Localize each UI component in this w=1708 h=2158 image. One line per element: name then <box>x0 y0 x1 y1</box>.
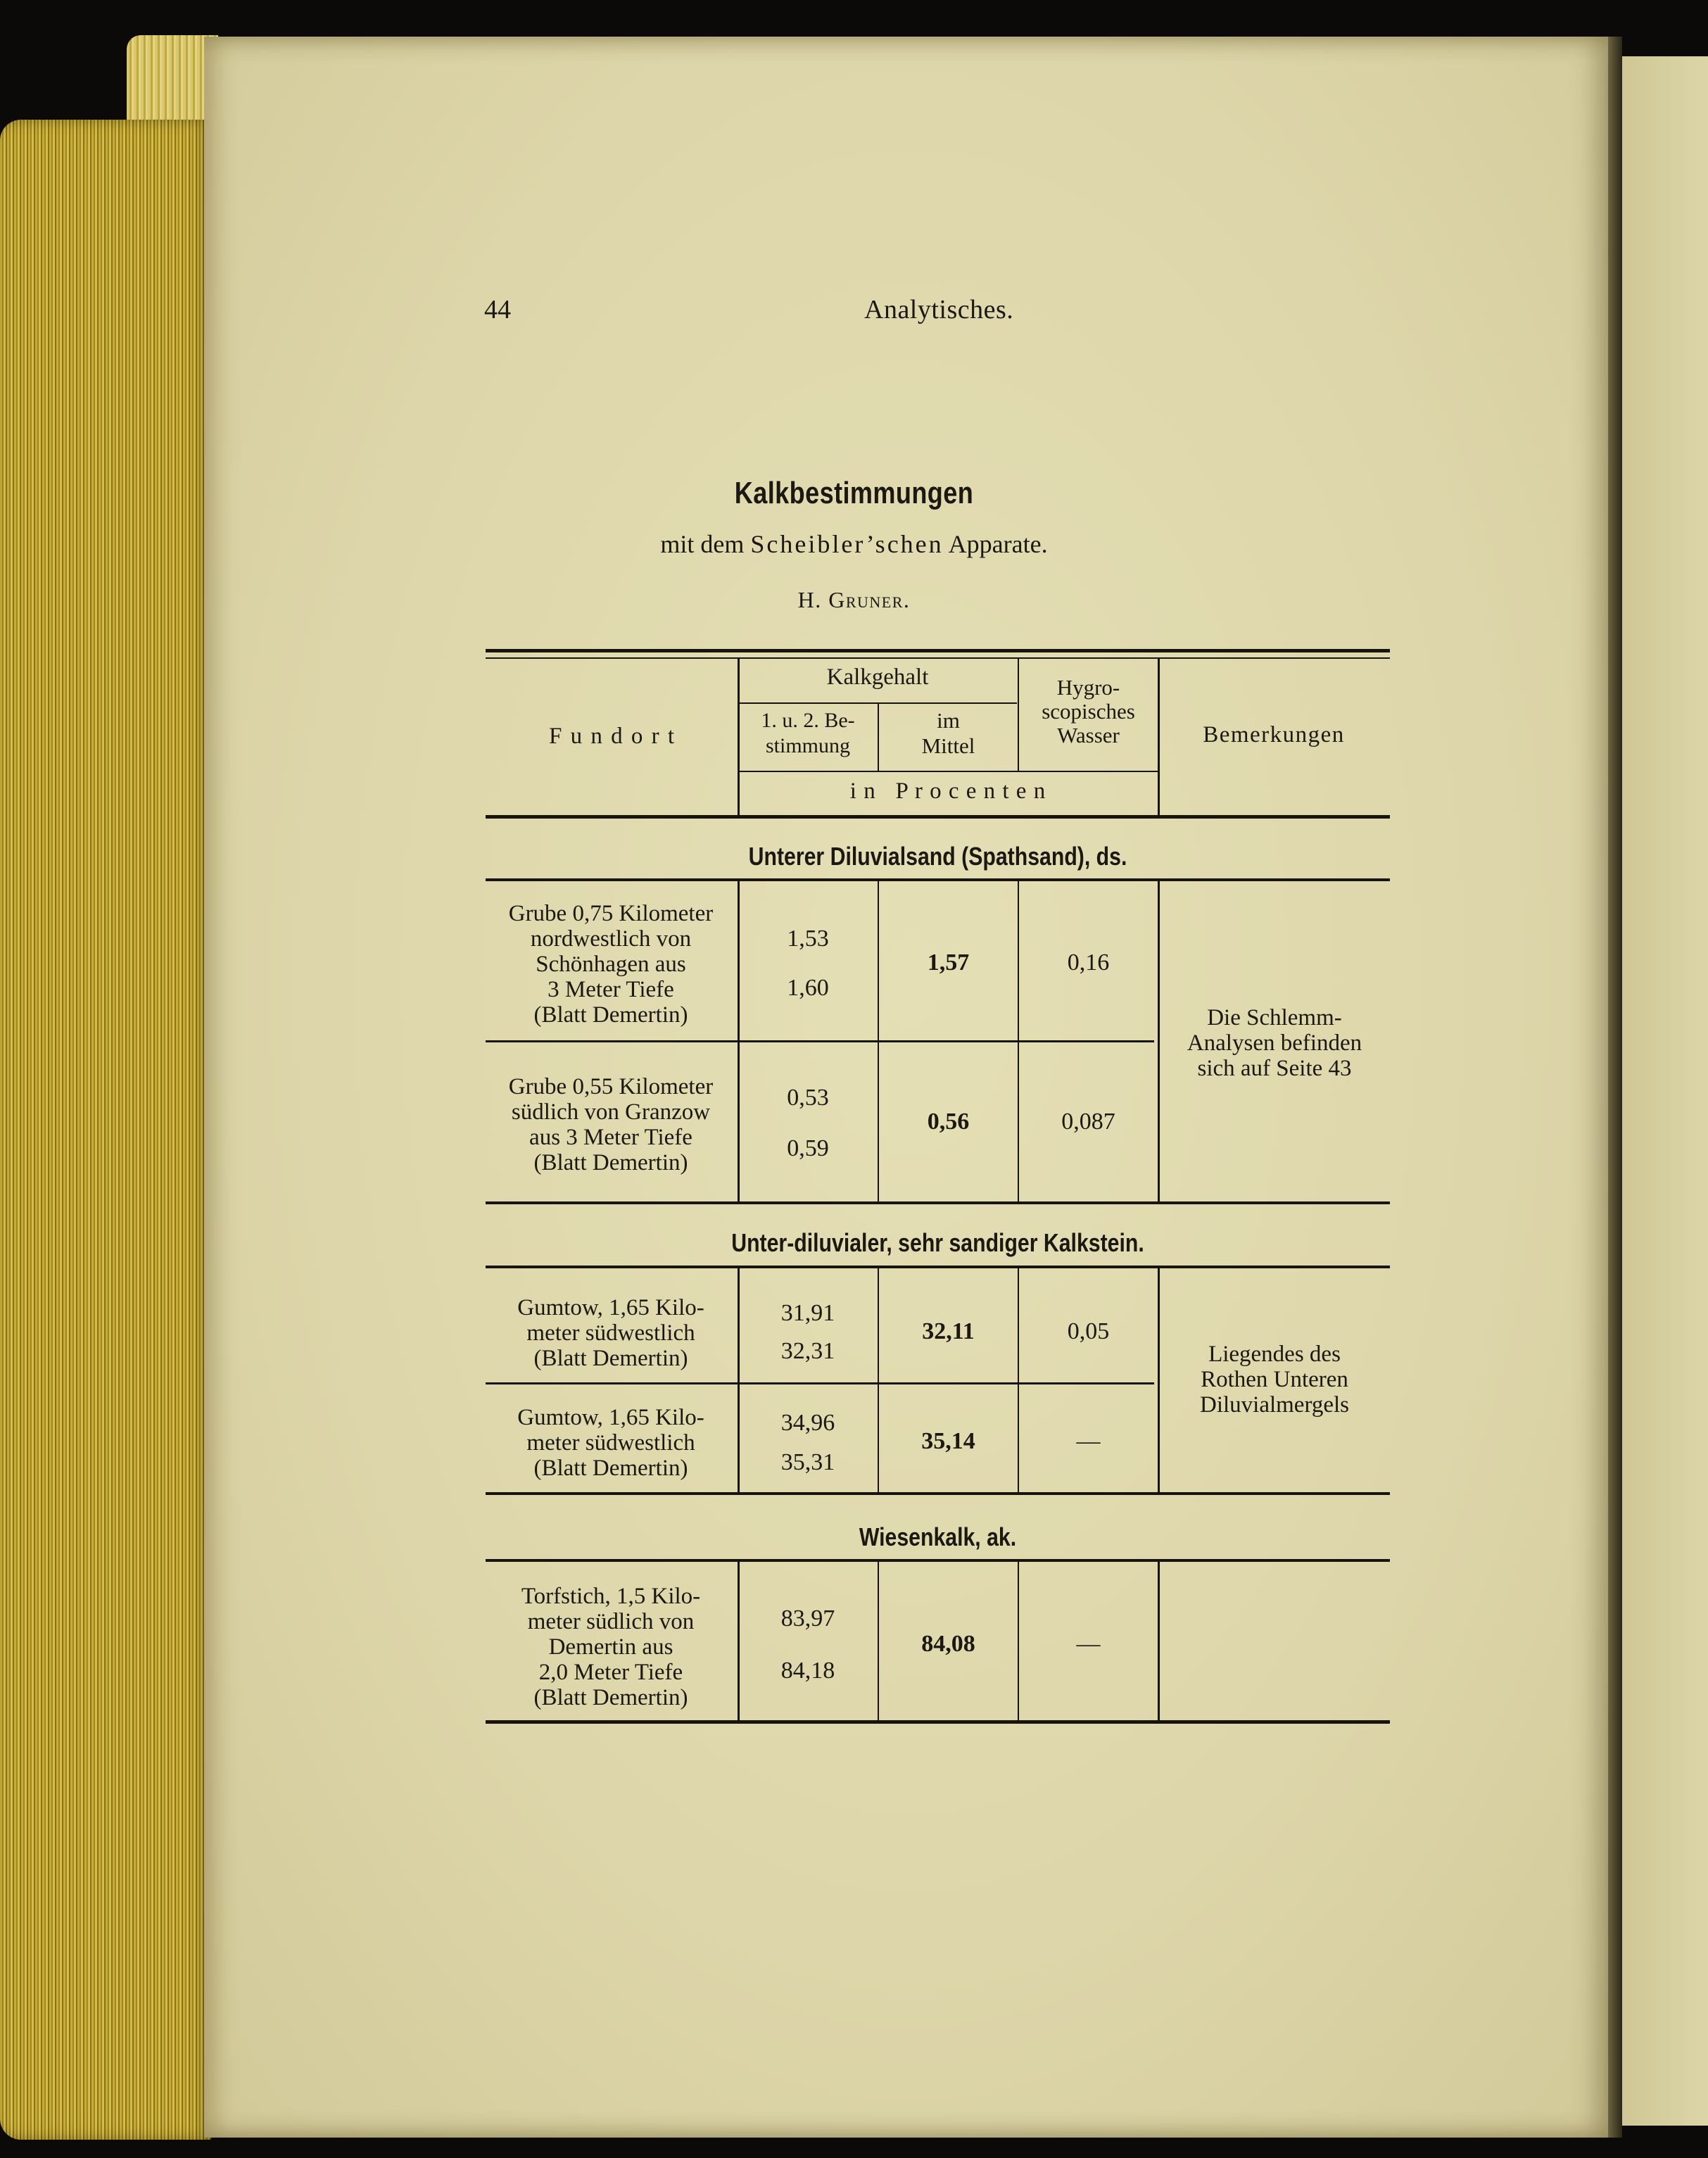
row-1-best2: 1,60 <box>787 975 829 1001</box>
facing-page-edge <box>1622 56 1708 2126</box>
row-divider-1 <box>486 1040 1154 1042</box>
header-procenten: i n P r o c e n t e n <box>849 778 1046 804</box>
row-5-fundort: Torfstich, 1,5 Kilo- meter südlich von Demertin aus 2,0 Meter Tiefe (Blatt Demertin) <box>521 1584 701 1710</box>
row-4-mittel: 35,14 <box>921 1428 975 1454</box>
row-2-mittel: 0,56 <box>927 1109 970 1135</box>
s2-vline-1 <box>738 1268 740 1492</box>
header-bottom-rule <box>486 815 1390 819</box>
section-title-1: Unterer Diluvialsand (Spathsand), ds. <box>748 842 1127 871</box>
s3-vline-2 <box>878 1562 879 1720</box>
row-3-best1: 31,91 <box>780 1300 835 1326</box>
table-top-rule <box>486 649 1390 652</box>
section3-rule <box>486 1559 1390 1562</box>
section2-rule <box>486 1266 1390 1268</box>
header-vline-1 <box>738 659 740 815</box>
page-number: 44 <box>484 295 511 324</box>
table-bottom-rule <box>486 1720 1390 1724</box>
row-1-wasser: 0,16 <box>1067 949 1110 976</box>
header-kalkgehalt: Kalkgehalt <box>826 664 929 690</box>
header-bestimmung: 1. u. 2. Be- stimmung <box>761 709 855 757</box>
row-3-best2: 32,31 <box>780 1338 835 1364</box>
running-head: Analytisches. <box>864 295 1014 324</box>
row-1-best1: 1,53 <box>787 926 829 952</box>
row-2-best1: 0,53 <box>787 1085 829 1111</box>
s3-vline-1 <box>738 1562 740 1720</box>
row-5-wasser: — <box>1076 1631 1101 1657</box>
page-title: Kalkbestimmungen <box>734 476 974 510</box>
row-5-mittel: 84,08 <box>921 1631 975 1657</box>
row-divider-2 <box>486 1382 1154 1384</box>
section1-rule <box>486 878 1390 881</box>
row-1-mittel: 1,57 <box>927 949 970 976</box>
s2-vline-2 <box>878 1268 879 1492</box>
header-mittel: im Mittel <box>921 708 975 758</box>
row-5-best2: 84,18 <box>780 1658 835 1684</box>
s1-vline-3 <box>1018 881 1019 1201</box>
book-gutter <box>1608 37 1622 2138</box>
remark-2: Liegendes des Rothen Unteren Diluvialmergels <box>1199 1342 1350 1418</box>
s1-vline-2 <box>878 881 879 1201</box>
s1-vline-1 <box>738 881 740 1201</box>
section2-top-rule <box>486 1201 1390 1204</box>
header-bemerkungen: Bemerkungen <box>1203 722 1345 747</box>
row-2-fundort: Grube 0,55 Kilometer südlich von Granzow aus 3 Meter Tiefe (Blatt Demertin) <box>508 1074 714 1175</box>
row-3-mittel: 32,11 <box>922 1318 975 1344</box>
s3-vline-4 <box>1158 1562 1160 1720</box>
section-title-3: Wiesenkalk, ak. <box>859 1522 1017 1551</box>
subtitle-prefix: mit dem <box>660 530 745 558</box>
row-3-wasser: 0,05 <box>1067 1318 1110 1344</box>
row-1-fundort: Grube 0,75 Kilometer nordwestlich von Schönhagen aus 3 Meter Tiefe (Blatt Demertin) <box>508 901 714 1028</box>
row-4-fundort: Gumtow, 1,65 Kilo- meter südwestlich (Blatt Demertin) <box>517 1405 704 1481</box>
subtitle <box>0 529 1708 559</box>
row-5-best1: 83,97 <box>780 1605 835 1632</box>
section3-top-rule <box>486 1492 1390 1495</box>
header-vline-3 <box>1018 659 1019 771</box>
author: H. Gruner. <box>797 587 911 612</box>
header-hygro: Hygro- scopisches Wasser <box>1042 675 1135 747</box>
book-page <box>204 37 1615 2138</box>
section-title-2: Unter-diluvialer, sehr sandiger Kalkstein. <box>731 1228 1144 1257</box>
table-top-rule-thin <box>486 657 1390 659</box>
row-4-best2: 35,31 <box>780 1449 835 1475</box>
row-4-wasser: — <box>1076 1428 1101 1454</box>
procenten-rule <box>739 771 1158 772</box>
remark-1: Die Schlemm- Analysen befinden sich auf Seite 43 <box>1187 1005 1362 1081</box>
row-4-best1: 34,96 <box>780 1410 835 1436</box>
header-vline-4 <box>1158 659 1160 815</box>
row-2-best2: 0,59 <box>787 1135 829 1161</box>
s2-vline-4 <box>1158 1268 1160 1492</box>
header-vline-2 <box>878 704 879 771</box>
s3-vline-3 <box>1018 1562 1019 1720</box>
book-page-stack <box>0 120 211 2140</box>
row-2-wasser: 0,087 <box>1061 1109 1115 1135</box>
subtitle-suffix: Apparate. <box>948 530 1048 558</box>
s1-vline-4 <box>1158 881 1160 1201</box>
subtitle-name: Scheibler’schen <box>750 530 944 558</box>
s2-vline-3 <box>1018 1268 1019 1492</box>
header-fundort: F u n d o r t <box>548 724 676 749</box>
row-3-fundort: Gumtow, 1,65 Kilo- meter südwestlich (Blatt Demertin) <box>517 1295 704 1371</box>
